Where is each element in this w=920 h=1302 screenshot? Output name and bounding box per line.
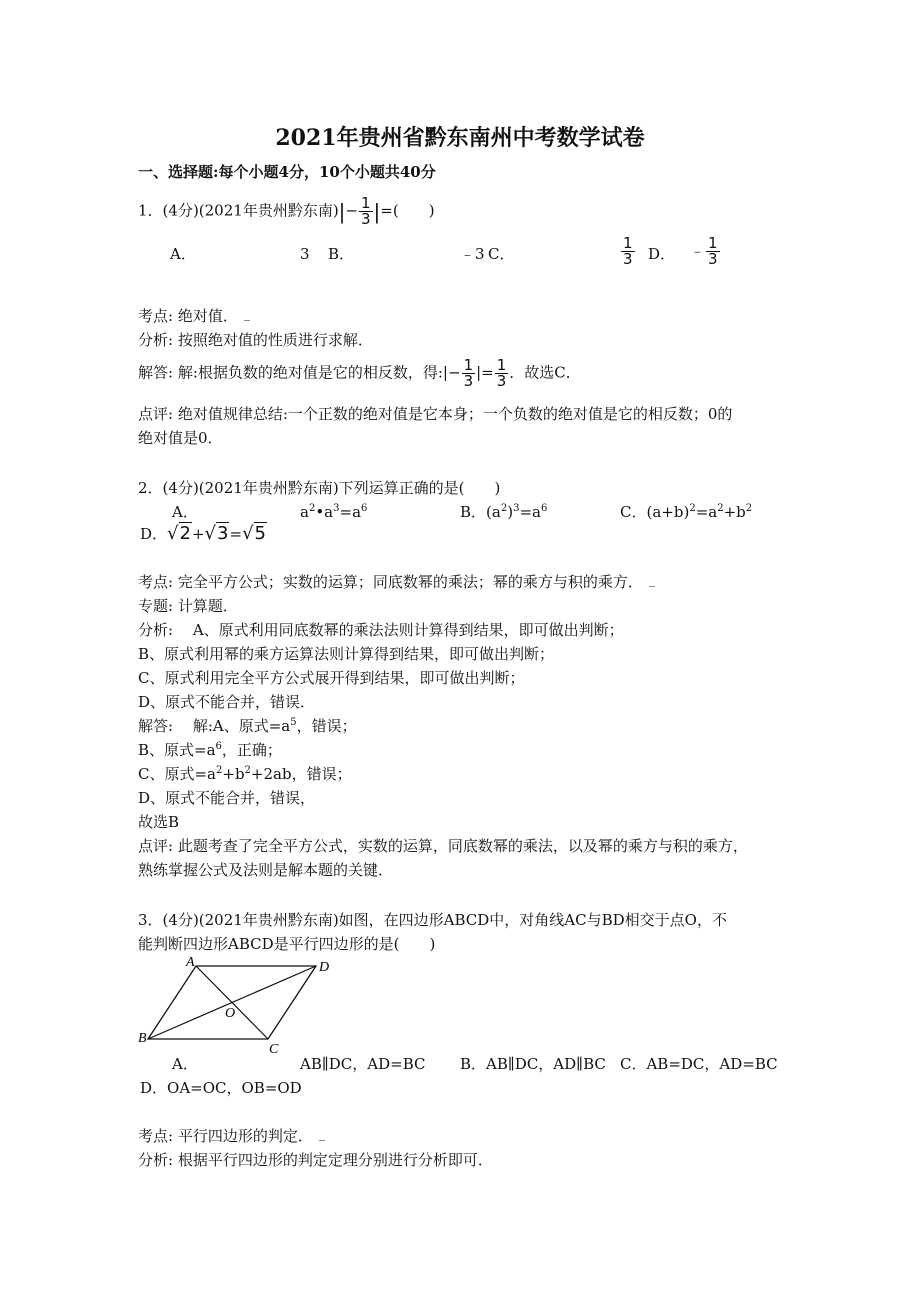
section-heading: 一、选择题:每个小题4分，10个小题共40分 xyxy=(138,163,436,181)
q3-fenxi: 分析: 根据平行四边形的判定定理分别进行分析即可． xyxy=(138,1151,493,1169)
q1-kaodian: 考点: 绝对值． xyxy=(138,306,250,326)
q2-kaodian: 考点: 完全平方公式；实数的运算；同底数幂的乘法；幂的乘方与积的乘方． xyxy=(138,572,655,592)
q2-fenxi-2: B、原式利用幂的乘方运算法则计算得到结果，即可做出判断； xyxy=(138,645,555,663)
q2-dianping-line2: 熟练掌握公式及法则是解本题的关键． xyxy=(138,861,394,879)
q2-option-a-value: $a^2•a^3=a^6$ xyxy=(300,503,368,521)
q2-fenxi-1: 分析: A、原式利用同底数幂的乘法法则计算得到结果，即可做出判断； xyxy=(138,621,624,639)
q2-jieda-1: 解答: 解:A、原式$=a^5$，错误； xyxy=(138,717,357,735)
q1-option-b-label: B． xyxy=(328,245,355,263)
q1-option-c-label: C． xyxy=(488,245,515,263)
q1-dianping-line1: 点评: 绝对值规律总结:一个正数的绝对值是它本身；一个负数的绝对值是它的相反数；0的 xyxy=(138,405,733,423)
label-a: A xyxy=(186,955,195,970)
q1-stem-suffix: =( ) xyxy=(380,201,435,220)
q1-dianping-line2: 绝对值是0． xyxy=(138,429,223,447)
abs-bar: | xyxy=(373,199,381,224)
parallelogram-figure xyxy=(136,954,346,1054)
q3-option-a-value: AB∥DC，AD=BC xyxy=(300,1055,426,1073)
label-d: D xyxy=(319,960,330,975)
q1-fraction: $\frac{1}{3}$ xyxy=(361,194,371,228)
q2-dianping-line1: 点评: 此题考查了完全平方公式，实数的运算，同底数幂的乘法，以及幂的乘方与积的乘方， xyxy=(138,837,748,855)
q2-stem: 2．(4分)(2021年贵州黔东南)下列运算正确的是( ) xyxy=(138,479,501,497)
q2-option-a-label: A． xyxy=(172,503,198,521)
q2-fenxi-3: C、原式利用完全平方公式展开得到结果，即可做出判断； xyxy=(138,669,525,687)
q1-fenxi: 分析: 按照绝对值的性质进行求解． xyxy=(138,331,373,349)
q1-option-d-value: ﹣ $\frac{1}{3}$ xyxy=(690,234,718,268)
q1-option-c-value: $\frac{1}{3}$ xyxy=(623,234,633,268)
q2-fenxi-4: D、原式不能合并，错误． xyxy=(138,693,316,711)
q3-option-b: B．AB∥DC，AD∥BC xyxy=(460,1055,606,1073)
abs-bar: | xyxy=(338,199,346,224)
q2-option-d: D．√2+√3=√5 xyxy=(140,523,266,544)
q2-jieda-5: 故选B xyxy=(138,813,180,831)
q1-stem xyxy=(138,196,435,227)
q2-zhuanti: 专题: 计算题． xyxy=(138,597,238,615)
label-b: B xyxy=(138,1031,147,1046)
q3-stem-line1: 3．(4分)(2021年贵州黔东南)如图，在四边形ABCD中，对角线AC与BD相交于点O，不 xyxy=(138,911,727,929)
q1-minus: − xyxy=(345,201,358,220)
q3-stem-line2: 能判断四边形ABCD是平行四边形的是( ) xyxy=(138,935,436,953)
q2-jieda-2: B、原式$=a^6$，正确； xyxy=(138,741,282,759)
q3-option-a-label: A． xyxy=(172,1055,198,1073)
label-o: O xyxy=(225,1006,236,1021)
q1-option-d-label: D． xyxy=(648,245,676,263)
page-title: 2021年贵州省黔东南州中考数学试卷 xyxy=(275,125,645,151)
q2-jieda-4: D、原式不能合并，错误， xyxy=(138,789,316,807)
q3-option-d: D．OA=OC，OB=OD xyxy=(140,1079,302,1097)
q2-jieda-3: C、原式$=a^2+b^2+2ab$，错误； xyxy=(138,765,352,783)
label-c: C xyxy=(269,1042,279,1054)
diagonal-bd xyxy=(148,966,316,1039)
q2-option-b: B．$(a^2)^3=a^6$ xyxy=(460,503,548,521)
q1-jieda: 解答: 解:根据负数的绝对值是它的相反数，得:|− $\frac{1}{3}$ |= $\frac{1}{3}$ ．故选C． xyxy=(138,356,581,390)
q1-option-a-label: A． xyxy=(170,245,196,263)
q2-option-c: C．$(a+b)^2=a^2+b^2$ xyxy=(620,503,753,521)
q1-option-a-value: 3 xyxy=(300,245,310,263)
q3-option-c: C．AB=DC，AD=BC xyxy=(620,1055,778,1073)
q1-option-b-value: ﹣3 xyxy=(460,245,485,263)
q3-kaodian: 考点: 平行四边形的判定． xyxy=(138,1126,325,1146)
q1-stem-prefix: 1．(4分)(2021年贵州黔东南) xyxy=(138,201,339,220)
